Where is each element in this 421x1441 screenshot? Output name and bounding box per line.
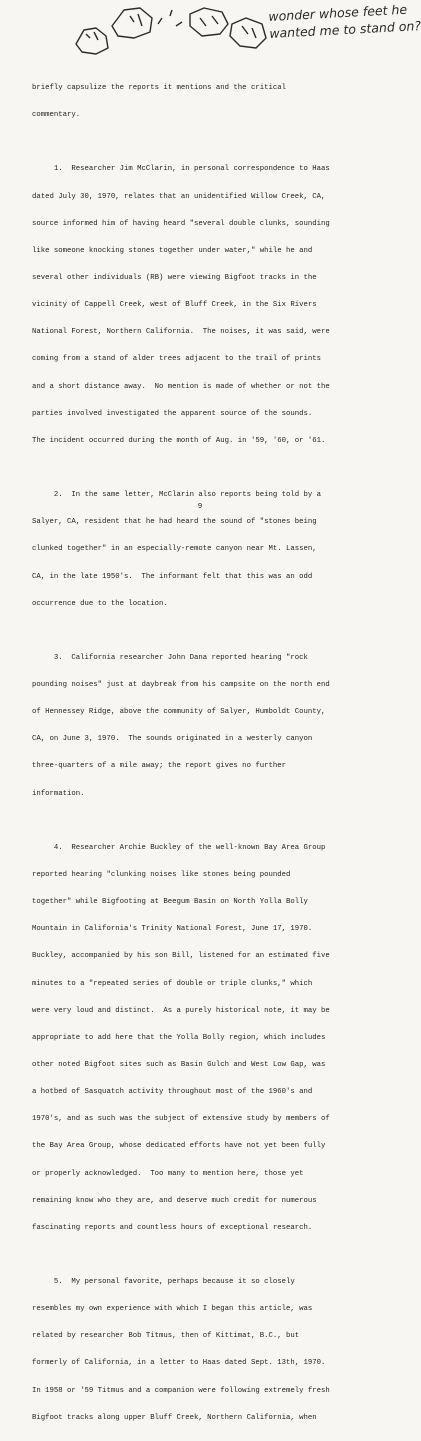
text-line: coming from a stand of alder trees adjacent to the trail of prints	[32, 355, 322, 364]
text-line: 1970's, and as such was the subject of extensive study by members of	[32, 1115, 330, 1124]
text-line: reported hearing "clunking noises like stones being pounded	[32, 870, 291, 879]
paragraph-2	[32, 473, 382, 627]
text-line: vicinity of Cappell Creek, west of Bluff Creek, in the Six Rivers	[32, 301, 317, 310]
text-line: Buckley, accompanied by his son Bill, listened for an estimated five	[32, 952, 330, 961]
text-line: the Bay Area Group, whose dedicated efforts have not yet been fully	[32, 1142, 326, 1151]
text-line: Mountain in California's Trinity National Forest, June 17, 1970.	[32, 925, 313, 934]
text-line: parties involved investigated the apparent source of the sounds.	[32, 409, 313, 418]
text-line: minutes to a "repeated series of double or triple clunks," which	[32, 979, 313, 988]
text-line: Salyer, CA, resident that he had heard the sound of "stones being	[32, 518, 317, 527]
text-line: appropriate to add here that the Yolla Bolly region, which includes	[32, 1033, 326, 1042]
handwritten-note	[268, 1, 421, 41]
paragraph-continuation	[32, 66, 382, 138]
text-line: briefly capsulize the reports it mentions and the critical	[32, 84, 286, 93]
text-line: source informed him of having heard "several double clunks, sounding	[32, 219, 330, 228]
text-line: three-quarters of a mile away; the report gives no further	[32, 762, 286, 771]
text-line: and a short distance away. No mention is made of whether or not the	[32, 382, 330, 391]
text-line: a hotbed of Sasquatch activity throughout most of the 1960's and	[32, 1088, 313, 1097]
text-line: like someone knocking stones together under water," while he and	[32, 246, 313, 255]
text-line: National Forest, Northern California. The noises, it was said, were	[32, 328, 330, 337]
paragraph-3	[32, 636, 382, 817]
text-line: remaining know who they are, and deserve much credit for numerous	[32, 1196, 317, 1205]
text-line: 5. My personal favorite, perhaps because it so closely	[32, 1278, 295, 1287]
text-line: occurrence due to the location.	[32, 599, 168, 608]
text-line: 4. Researcher Archie Buckley of the well-known Bay Area Group	[32, 843, 326, 852]
text-line: Bigfoot tracks along upper Bluff Creek, Northern California, when	[32, 1413, 317, 1422]
handwritten-note-line: wonder whose feet he	[268, 1, 408, 24]
body-text	[32, 66, 382, 1441]
text-line: of Hennessey Ridge, above the community of Salyer, Humboldt County,	[32, 708, 326, 717]
text-line: other noted Bigfoot sites such as Basin Gulch and West Low Gap, was	[32, 1060, 326, 1069]
text-line: CA, on June 3, 1970. The sounds originated in a westerly canyon	[32, 735, 313, 744]
text-line: several other individuals (RB) were viewing Bigfoot tracks in the	[32, 274, 317, 283]
text-line: related by researcher Bob Titmus, then of Kittimat, B.C., but	[32, 1332, 300, 1341]
text-line: were very loud and distinct. As a purely historical note, it may be	[32, 1006, 330, 1015]
text-line: 1. Researcher Jim McClarin, in personal correspondence to Haas	[32, 165, 330, 174]
text-line: information.	[32, 789, 85, 798]
paragraph-1	[32, 147, 382, 464]
text-line: CA, in the late 1950's. The informant felt that this was an odd	[32, 572, 313, 581]
text-line: In 1958 or '59 Titmus and a companion were following extremely fresh	[32, 1386, 330, 1395]
text-line: commentary.	[32, 111, 81, 120]
text-line: resembles my own experience with which I began this article, was	[32, 1305, 313, 1314]
text-line: clunked together" in an especially-remote canyon near Mt. Lassen,	[32, 545, 317, 554]
text-line: fascinating reports and countless hours of exceptional research.	[32, 1223, 313, 1232]
text-line: The incident occurred during the month of Aug. in '59, '60, or '61.	[32, 436, 326, 445]
text-line: together" while Bigfooting at Beegum Basin on North Yolla Bolly	[32, 898, 308, 907]
text-line: pounding noises" just at daybreak from his campsite on the north end	[32, 681, 330, 690]
text-line: 3. California researcher John Dana reported hearing "rock	[32, 653, 308, 662]
handwritten-note-line: wanted me to stand on?	[268, 18, 421, 41]
text-line: or properly acknowledged. Too many to mention here, those yet	[32, 1169, 304, 1178]
paragraph-4	[32, 826, 382, 1251]
text-line: formerly of California, in a letter to Haas dated Sept. 13th, 1970.	[32, 1359, 326, 1368]
text-line: dated July 30, 1970, relates that an unidentified Willow Creek, CA,	[32, 192, 326, 201]
page-number: 9	[197, 503, 203, 511]
text-line: 2. In the same letter, McClarin also reports being told by a	[32, 491, 322, 500]
paragraph-5	[32, 1260, 382, 1441]
stones-drawing	[72, 4, 272, 62]
